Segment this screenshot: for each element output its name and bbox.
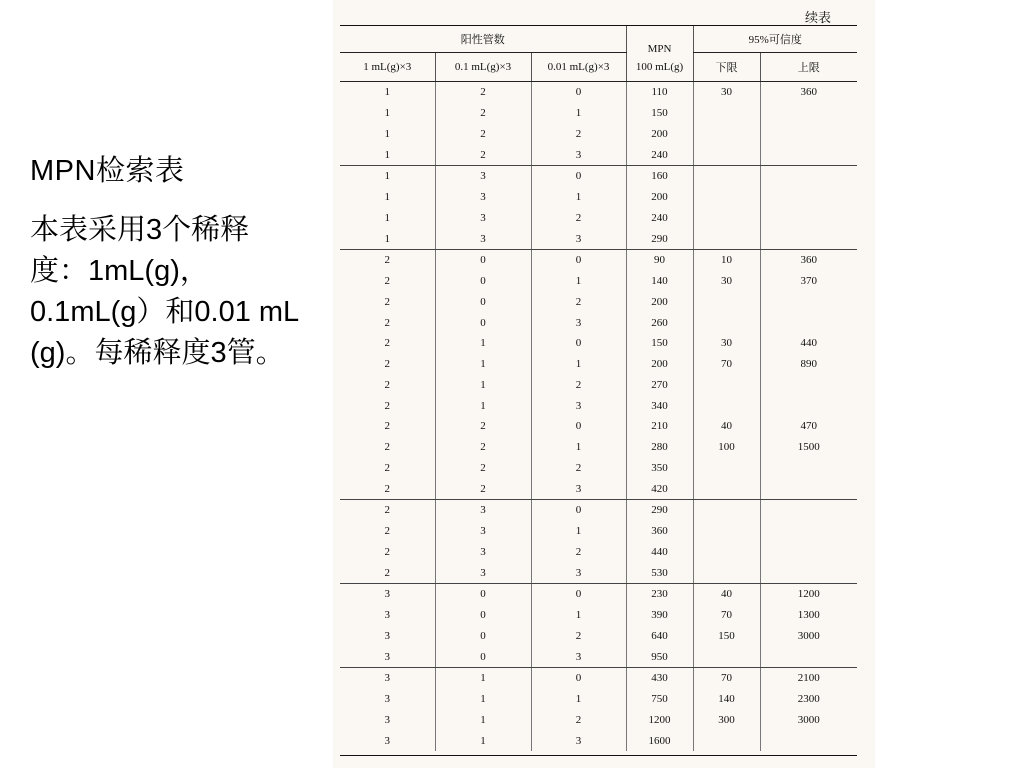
mpn-header-label: MPN	[647, 42, 672, 55]
table-row	[340, 333, 857, 354]
mpn-value-cell: 440	[626, 542, 693, 563]
tubes-01ml-cell: 2	[435, 144, 531, 165]
lower-limit-cell: 30	[693, 271, 760, 292]
table-row	[340, 354, 857, 375]
upper-limit-cell: 360	[760, 82, 857, 103]
tubes-001ml-cell: 3	[531, 730, 626, 751]
tubes-01ml-cell: 1	[435, 710, 531, 731]
tubes-1ml-cell: 2	[384, 295, 390, 308]
lower-limit-cell	[693, 312, 760, 333]
tubes-1ml-cell: 2	[384, 441, 390, 454]
lower-limit-cell	[693, 542, 760, 563]
upper-limit-cell: 890	[760, 354, 857, 375]
lower-limit-cell	[693, 478, 760, 499]
table-row	[340, 626, 857, 647]
table-row	[340, 646, 857, 667]
tubes-1ml-cell: 3	[340, 646, 435, 667]
tubes-001ml-cell: 2	[531, 208, 626, 229]
tubes-01ml-cell: 0	[435, 646, 531, 667]
tubes-1ml-cell: 2	[384, 420, 390, 433]
tubes-01ml-cell: 2	[435, 82, 531, 103]
upper-limit-cell	[760, 375, 857, 396]
tubes-01ml-cell: 3	[435, 542, 531, 563]
tubes-01ml-cell: 2	[435, 458, 531, 479]
upper-limit-cell	[760, 103, 857, 124]
mpn-table-body	[340, 82, 857, 752]
tubes-01ml-cell: 1	[435, 730, 531, 751]
mpn-header	[626, 26, 693, 82]
tubes-001ml-cell: 3	[531, 228, 626, 249]
tubes-1ml-cell: 3	[384, 588, 390, 601]
tubes-01ml-cell: 1	[435, 689, 531, 710]
lower-limit-cell	[693, 562, 760, 583]
tubes-001ml-cell: 1	[531, 187, 626, 208]
upper-limit-cell	[760, 312, 857, 333]
tubes-01ml-cell: 2	[435, 103, 531, 124]
mpn-value-cell: 200	[626, 292, 693, 313]
table-row	[340, 478, 857, 499]
upper-limit-cell	[760, 458, 857, 479]
upper-limit-cell	[760, 500, 857, 521]
tubes-1ml-cell: 2	[384, 461, 390, 474]
tubes-001ml-cell: 2	[531, 710, 626, 731]
lower-limit-cell: 70	[693, 605, 760, 626]
lower-limit-cell: 150	[693, 626, 760, 647]
table-row	[340, 584, 857, 605]
table-row	[340, 605, 857, 626]
tubes-01ml-cell: 0	[435, 605, 531, 626]
table-row	[340, 208, 857, 229]
tubes-1ml-cell: 3	[384, 629, 390, 642]
tubes-001ml-cell: 0	[531, 166, 626, 187]
tubes-01ml-cell: 0	[435, 292, 531, 313]
lower-limit-cell	[693, 375, 760, 396]
tubes-1ml-cell: 2	[384, 525, 390, 538]
mpn-value-cell: 110	[626, 82, 693, 103]
table-row	[340, 375, 857, 396]
lower-limit-cell	[693, 521, 760, 542]
lower-limit-cell	[693, 228, 760, 249]
tubes-001ml-cell: 3	[531, 562, 626, 583]
mpn-value-cell: 390	[626, 605, 693, 626]
tubes-01ml-cell: 0	[435, 626, 531, 647]
upper-limit-cell: 3000	[760, 626, 857, 647]
col-01ml-header: 0.1 mL(g)×3	[435, 53, 531, 82]
table-row	[340, 187, 857, 208]
tubes-1ml-cell: 1	[384, 211, 390, 224]
upper-limit-cell: 370	[760, 271, 857, 292]
lower-limit-cell: 100	[693, 437, 760, 458]
tubes-01ml-cell: 0	[435, 312, 531, 333]
mpn-value-cell: 750	[626, 689, 693, 710]
tubes-01ml-cell: 2	[435, 416, 531, 437]
tubes-1ml-cell: 1	[384, 86, 390, 99]
tubes-001ml-cell: 2	[531, 292, 626, 313]
mpn-value-cell: 240	[626, 144, 693, 165]
upper-limit-cell	[760, 542, 857, 563]
lower-limit-cell	[693, 187, 760, 208]
tubes-001ml-cell: 1	[531, 437, 626, 458]
mpn-value-cell: 210	[626, 416, 693, 437]
mpn-value-cell: 280	[626, 437, 693, 458]
lower-limit-cell: 40	[693, 584, 760, 605]
tubes-1ml-cell: 2	[384, 275, 390, 288]
upper-limit-cell	[760, 124, 857, 145]
tubes-1ml-cell: 1	[384, 170, 390, 183]
table-row	[340, 312, 857, 333]
table-row	[340, 689, 857, 710]
lower-limit-cell	[693, 208, 760, 229]
tubes-1ml-cell: 3	[384, 713, 390, 726]
mpn-value-cell: 430	[626, 668, 693, 689]
table-row	[340, 166, 857, 187]
scanned-table-image	[333, 0, 875, 768]
lower-limit-cell	[693, 124, 760, 145]
table-row	[340, 542, 857, 563]
tubes-1ml-cell: 2	[384, 358, 390, 371]
mpn-value-cell: 360	[626, 521, 693, 542]
tubes-1ml-cell: 2	[384, 545, 390, 558]
tubes-1ml-cell: 2	[384, 378, 390, 391]
tubes-01ml-cell: 3	[435, 500, 531, 521]
tubes-001ml-cell: 2	[531, 626, 626, 647]
lower-limit-cell: 300	[693, 710, 760, 731]
lower-limit-header: 下限	[693, 53, 760, 82]
upper-limit-cell: 2100	[760, 668, 857, 689]
tubes-001ml-cell: 0	[531, 82, 626, 103]
upper-limit-cell	[760, 521, 857, 542]
tubes-01ml-cell: 1	[435, 354, 531, 375]
table-bottom-rule	[340, 755, 857, 756]
mpn-value-cell: 640	[626, 626, 693, 647]
tubes-1ml-cell: 2	[384, 337, 390, 350]
mpn-unit-label: 100 mL(g)	[635, 60, 684, 73]
lower-limit-cell	[693, 395, 760, 416]
tubes-01ml-cell: 1	[435, 395, 531, 416]
table-row	[340, 228, 857, 249]
table-row	[340, 416, 857, 437]
mpn-value-cell: 140	[626, 271, 693, 292]
table-row	[340, 292, 857, 313]
mpn-value-cell: 200	[626, 354, 693, 375]
table-row	[340, 521, 857, 542]
table-row	[340, 500, 857, 521]
lower-limit-cell	[693, 292, 760, 313]
lower-limit-cell: 70	[693, 668, 760, 689]
tubes-1ml-cell: 1	[384, 107, 390, 120]
tubes-001ml-cell: 1	[531, 271, 626, 292]
continuation-label: 续表	[805, 11, 832, 26]
upper-limit-cell	[760, 646, 857, 667]
mpn-value-cell: 270	[626, 375, 693, 396]
lower-limit-cell: 10	[693, 250, 760, 271]
upper-limit-cell	[760, 478, 857, 499]
lower-limit-cell: 140	[693, 689, 760, 710]
mpn-value-cell: 290	[626, 228, 693, 249]
lower-limit-cell: 30	[693, 82, 760, 103]
tubes-001ml-cell: 1	[531, 689, 626, 710]
tubes-001ml-cell: 3	[531, 478, 626, 499]
mpn-value-cell: 1600	[626, 730, 693, 751]
upper-limit-cell	[760, 562, 857, 583]
tubes-001ml-cell: 3	[531, 144, 626, 165]
tubes-01ml-cell: 1	[435, 668, 531, 689]
tubes-001ml-cell: 3	[531, 395, 626, 416]
tubes-1ml-cell: 2	[340, 562, 435, 583]
upper-limit-cell: 2300	[760, 689, 857, 710]
tubes-1ml-cell: 3	[384, 734, 390, 747]
upper-limit-cell: 1200	[760, 584, 857, 605]
slide-title: MPN检索表	[30, 155, 185, 187]
tubes-1ml-cell: 2	[384, 399, 390, 412]
mpn-value-cell: 420	[626, 478, 693, 499]
confidence-header: 95%可信度	[693, 26, 857, 53]
mpn-value-cell: 240	[626, 208, 693, 229]
upper-limit-cell	[760, 187, 857, 208]
table-row	[340, 458, 857, 479]
table-row	[340, 562, 857, 583]
tubes-01ml-cell: 1	[435, 333, 531, 354]
tubes-001ml-cell: 2	[531, 458, 626, 479]
upper-limit-cell: 360	[760, 250, 857, 271]
lower-limit-cell	[693, 730, 760, 751]
mpn-value-cell: 200	[626, 124, 693, 145]
table-row	[340, 103, 857, 124]
upper-limit-cell: 1500	[760, 437, 857, 458]
upper-limit-cell	[760, 395, 857, 416]
tubes-1ml-cell: 3	[384, 672, 390, 685]
tubes-01ml-cell: 3	[435, 562, 531, 583]
lower-limit-cell	[693, 646, 760, 667]
upper-limit-cell: 3000	[760, 710, 857, 731]
mpn-value-cell: 200	[626, 187, 693, 208]
tubes-1ml-cell: 1	[340, 144, 435, 165]
upper-limit-cell: 440	[760, 333, 857, 354]
lower-limit-cell	[693, 458, 760, 479]
tubes-1ml-cell: 2	[384, 254, 390, 267]
mpn-value-cell: 90	[626, 250, 693, 271]
tubes-01ml-cell: 3	[435, 166, 531, 187]
lower-limit-cell	[693, 166, 760, 187]
mpn-value-cell: 150	[626, 333, 693, 354]
upper-limit-cell	[760, 144, 857, 165]
tubes-1ml-cell: 2	[384, 316, 390, 329]
table-row	[340, 730, 857, 751]
tubes-1ml-cell: 1	[384, 191, 390, 204]
tubes-01ml-cell: 2	[435, 478, 531, 499]
tubes-001ml-cell: 2	[531, 375, 626, 396]
mpn-value-cell: 290	[626, 500, 693, 521]
mpn-value-cell: 350	[626, 458, 693, 479]
tubes-001ml-cell: 1	[531, 103, 626, 124]
tubes-001ml-cell: 0	[531, 250, 626, 271]
table-row	[340, 124, 857, 145]
col-1ml-header: 1 mL(g)×3	[340, 53, 435, 82]
tubes-01ml-cell: 2	[435, 437, 531, 458]
lower-limit-cell	[693, 103, 760, 124]
table-row	[340, 82, 857, 103]
positive-tubes-header: 阳性管数	[340, 26, 626, 53]
tubes-1ml-cell: 3	[384, 609, 390, 622]
tubes-001ml-cell: 0	[531, 584, 626, 605]
upper-limit-cell	[760, 228, 857, 249]
mpn-value-cell: 230	[626, 584, 693, 605]
mpn-value-cell: 160	[626, 166, 693, 187]
tubes-01ml-cell: 3	[435, 228, 531, 249]
mpn-value-cell: 340	[626, 395, 693, 416]
tubes-001ml-cell: 1	[531, 354, 626, 375]
table-row	[340, 710, 857, 731]
table-row	[340, 437, 857, 458]
tubes-001ml-cell: 2	[531, 542, 626, 563]
upper-limit-cell: 1300	[760, 605, 857, 626]
lower-limit-cell	[693, 144, 760, 165]
tubes-01ml-cell: 3	[435, 187, 531, 208]
tubes-001ml-cell: 0	[531, 333, 626, 354]
tubes-01ml-cell: 0	[435, 271, 531, 292]
table-row	[340, 271, 857, 292]
mpn-value-cell: 150	[626, 103, 693, 124]
tubes-001ml-cell: 3	[531, 312, 626, 333]
upper-limit-cell: 470	[760, 416, 857, 437]
tubes-01ml-cell: 1	[435, 375, 531, 396]
slide-description: 本表采用3个稀释度：1mL(g)，0.1mL(g）和0.01 mL (g)。每稀释度3管。	[30, 214, 299, 369]
mpn-table	[340, 26, 857, 751]
lower-limit-cell	[693, 500, 760, 521]
upper-limit-cell	[760, 730, 857, 751]
mpn-value-cell: 950	[626, 646, 693, 667]
upper-limit-cell	[760, 166, 857, 187]
tubes-1ml-cell: 1	[340, 228, 435, 249]
tubes-001ml-cell: 3	[531, 646, 626, 667]
col-001ml-header: 0.01 mL(g)×3	[531, 53, 626, 82]
tubes-01ml-cell: 3	[435, 208, 531, 229]
tubes-1ml-cell: 2	[340, 478, 435, 499]
tubes-001ml-cell: 2	[531, 124, 626, 145]
table-row	[340, 395, 857, 416]
mpn-value-cell: 530	[626, 562, 693, 583]
tubes-1ml-cell: 2	[384, 504, 390, 517]
tubes-01ml-cell: 0	[435, 250, 531, 271]
upper-limit-header: 上限	[760, 53, 857, 82]
table-row	[340, 250, 857, 271]
mpn-value-cell: 260	[626, 312, 693, 333]
tubes-001ml-cell: 0	[531, 668, 626, 689]
lower-limit-cell: 30	[693, 333, 760, 354]
tubes-01ml-cell: 3	[435, 521, 531, 542]
upper-limit-cell	[760, 208, 857, 229]
mpn-value-cell: 1200	[626, 710, 693, 731]
table-row	[340, 668, 857, 689]
table-row	[340, 144, 857, 165]
tubes-001ml-cell: 0	[531, 416, 626, 437]
lower-limit-cell: 40	[693, 416, 760, 437]
tubes-001ml-cell: 1	[531, 521, 626, 542]
tubes-001ml-cell: 0	[531, 500, 626, 521]
upper-limit-cell	[760, 292, 857, 313]
tubes-01ml-cell: 2	[435, 124, 531, 145]
tubes-1ml-cell: 3	[384, 693, 390, 706]
lower-limit-cell: 70	[693, 354, 760, 375]
tubes-01ml-cell: 0	[435, 584, 531, 605]
tubes-001ml-cell: 1	[531, 605, 626, 626]
tubes-1ml-cell: 1	[384, 127, 390, 140]
